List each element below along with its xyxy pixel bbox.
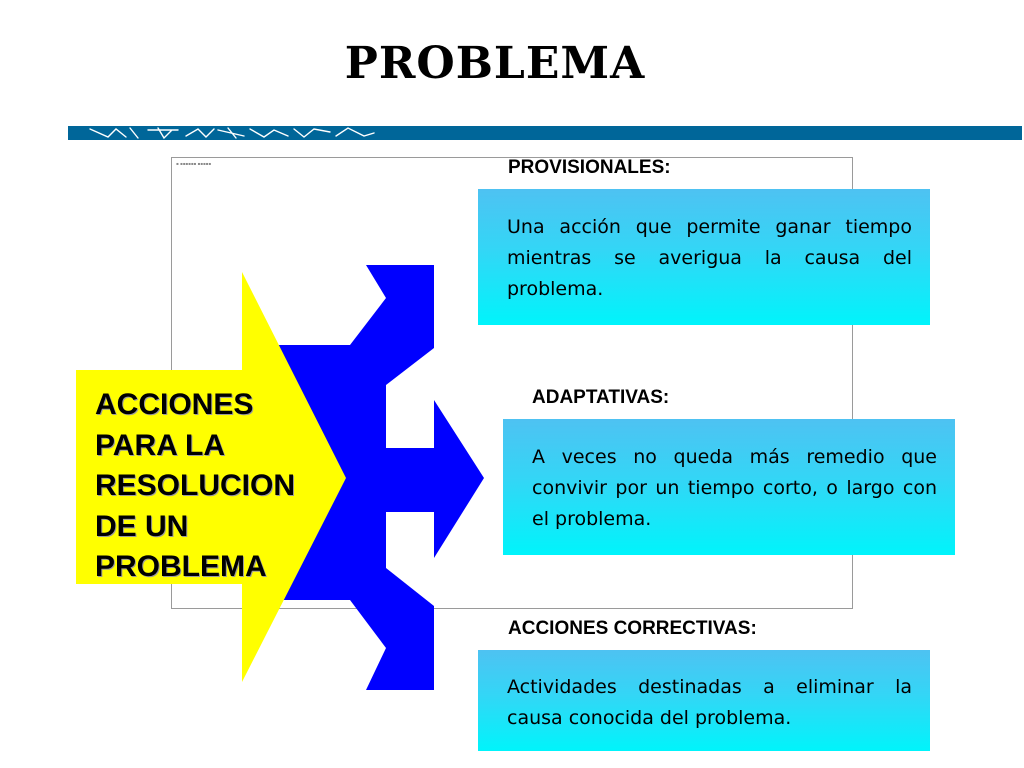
text-acciones-correctivas: Actividades destinadas a eliminar la causa conocida del problema.	[507, 676, 912, 729]
main-label-line: RESOLUCION	[95, 469, 296, 502]
box-adaptativas	[503, 419, 955, 555]
main-label-line: PROBLEMA	[95, 550, 267, 583]
main-label-line: PARA LA	[95, 428, 225, 462]
frame-watermark: ▪ ▪▪▪▪▪▪ ▪▪▪▪▪	[176, 161, 212, 166]
box-acciones-correctivas	[478, 650, 930, 751]
main-label-line: ACCIONES	[95, 388, 254, 421]
heading-adaptativas: ADAPTATIVAS:	[532, 387, 670, 408]
heading-provisionales: PROVISIONALES:	[508, 157, 671, 178]
text-adaptativas: A veces no queda más remedio que convivir por un tiempo corto, o largo con el problema.	[532, 446, 937, 530]
text-provisionales: Una acción que permite ganar tiempo mientras se averigua la causa del problema.	[507, 216, 912, 300]
page-title: PROBLEMA	[344, 38, 646, 89]
main-label-line: DE UN	[95, 509, 189, 543]
box-provisionales	[478, 189, 930, 325]
main-label	[95, 385, 335, 588]
heading-acciones-correctivas: ACCIONES CORRECTIVAS:	[508, 618, 757, 639]
